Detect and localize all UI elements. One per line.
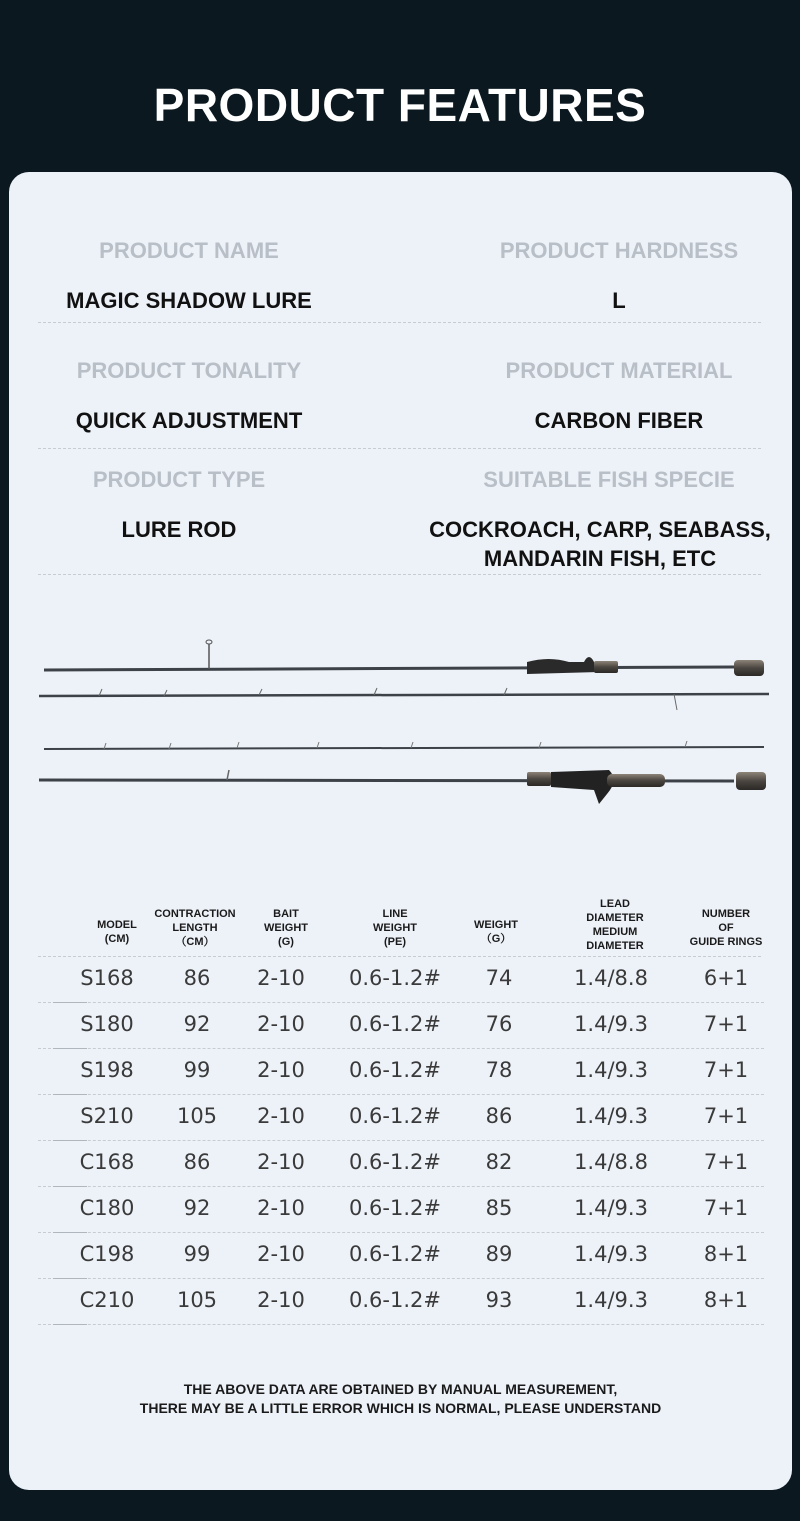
- table-cell: 93: [485, 1288, 513, 1312]
- table-row: [9, 1279, 792, 1325]
- fish-specie-value-line2: MANDARIN FISH, ETC: [483, 546, 717, 571]
- table-cell: 0.6-1.2#: [349, 1104, 441, 1128]
- table-cell: 2-10: [257, 1150, 305, 1174]
- product-name-label: PRODUCT NAME: [99, 238, 279, 263]
- product-tonality-label: PRODUCT TONALITY: [76, 358, 302, 383]
- table-cell: 2-10: [257, 1288, 305, 1312]
- table-row: [9, 1187, 792, 1233]
- table-row: [9, 1049, 792, 1095]
- table-cell: 7+1: [703, 1058, 749, 1082]
- table-cell: 1.4/9.3: [574, 1058, 648, 1082]
- divider: [38, 574, 761, 575]
- table-cell: 8+1: [703, 1288, 749, 1312]
- table-cell: 1.4/9.3: [574, 1012, 648, 1036]
- spec-table-header: [9, 892, 792, 957]
- table-cell: S198: [80, 1058, 134, 1082]
- header-weight: WEIGHT （G）: [474, 919, 518, 945]
- table-cell: 0.6-1.2#: [349, 1288, 441, 1312]
- divider: [38, 448, 761, 449]
- table-cell: 2-10: [257, 1242, 305, 1266]
- table-cell: 86: [485, 1104, 513, 1128]
- product-name-value: MAGIC SHADOW LURE: [66, 288, 312, 313]
- table-cell: 7+1: [703, 1104, 749, 1128]
- table-cell: 1.4/9.3: [574, 1288, 648, 1312]
- row-tick: [53, 1324, 87, 1325]
- table-cell: 8+1: [703, 1242, 749, 1266]
- table-cell: 92: [183, 1196, 211, 1220]
- table-cell: 1.4/9.3: [574, 1196, 648, 1220]
- table-cell: 0.6-1.2#: [349, 1058, 441, 1082]
- table-cell: 2-10: [257, 966, 305, 990]
- table-cell: 2-10: [257, 1104, 305, 1128]
- table-cell: 7+1: [703, 1012, 749, 1036]
- table-cell: 99: [183, 1058, 211, 1082]
- header-lead-diameter: LEAD DIAMETER MEDIUM DIAMETER: [586, 898, 644, 952]
- table-cell: 1.4/8.8: [574, 1150, 648, 1174]
- table-cell: 6+1: [703, 966, 749, 990]
- table-cell: 0.6-1.2#: [349, 1242, 441, 1266]
- product-material-value: CARBON FIBER: [534, 408, 704, 433]
- fish-specie-value-line1: COCKROACH, CARP, SEABASS,: [429, 517, 771, 542]
- product-hardness-value: L: [612, 288, 626, 313]
- page-title: PRODUCT FEATURES: [153, 79, 647, 131]
- header-line-weight: LINE WEIGHT (PE): [373, 908, 417, 948]
- header-model: MODEL (CM): [97, 919, 137, 945]
- header-contraction-length: CONTRACTION LENGTH （CM）: [154, 908, 236, 948]
- features-card: [9, 172, 792, 1490]
- table-cell: S180: [80, 1012, 134, 1036]
- table-row: [9, 1003, 792, 1049]
- table-cell: 1.4/8.8: [574, 966, 648, 990]
- product-type-label: PRODUCT TYPE: [92, 467, 266, 492]
- table-row: [9, 1095, 792, 1141]
- table-cell: 1.4/9.3: [574, 1242, 648, 1266]
- table-cell: 76: [485, 1012, 513, 1036]
- table-cell: 0.6-1.2#: [349, 966, 441, 990]
- measurement-note: THE ABOVE DATA ARE OBTAINED BY MANUAL MEASUREMENT, THERE MAY BE A LITTLE ERROR WHICH IS NORMAL, PLEASE UNDERSTAND: [139, 1381, 662, 1416]
- product-tonality-value: QUICK ADJUSTMENT: [75, 408, 303, 433]
- header-guide-rings: NUMBER OF GUIDE RINGS: [689, 908, 763, 948]
- table-cell: 89: [485, 1242, 513, 1266]
- table-cell: 2-10: [257, 1196, 305, 1220]
- table-cell: 82: [485, 1150, 513, 1174]
- table-row: [9, 1141, 792, 1187]
- table-cell: C168: [79, 1150, 135, 1174]
- table-cell: S210: [80, 1104, 134, 1128]
- table-cell: 7+1: [703, 1196, 749, 1220]
- table-cell: S168: [80, 966, 134, 990]
- fish-specie-label: SUITABLE FISH SPECIE: [483, 467, 735, 492]
- divider: [38, 322, 761, 323]
- table-cell: C180: [79, 1196, 135, 1220]
- table-cell: 78: [485, 1058, 513, 1082]
- table-cell: 99: [183, 1242, 211, 1266]
- table-cell: 7+1: [703, 1150, 749, 1174]
- table-cell: 74: [485, 966, 513, 990]
- table-cell: 105: [176, 1104, 218, 1128]
- table-cell: 2-10: [257, 1012, 305, 1036]
- header-bait-weight: BAIT WEIGHT (G): [264, 908, 308, 948]
- row-divider: [38, 1324, 764, 1325]
- table-cell: 2-10: [257, 1058, 305, 1082]
- table-cell: 86: [183, 966, 211, 990]
- table-cell: 1.4/9.3: [574, 1104, 648, 1128]
- table-cell: C210: [79, 1288, 135, 1312]
- table-row: [9, 957, 792, 1003]
- table-cell: 0.6-1.2#: [349, 1196, 441, 1220]
- table-cell: 105: [176, 1288, 218, 1312]
- table-cell: 85: [485, 1196, 513, 1220]
- table-row: [9, 1233, 792, 1279]
- product-type-value: LURE ROD: [121, 517, 237, 542]
- table-cell: 86: [183, 1150, 211, 1174]
- rod-illustration: [9, 622, 792, 822]
- table-cell: C198: [79, 1242, 135, 1266]
- table-cell: 0.6-1.2#: [349, 1012, 441, 1036]
- product-material-label: PRODUCT MATERIAL: [505, 358, 733, 383]
- table-cell: 92: [183, 1012, 211, 1036]
- product-hardness-label: PRODUCT HARDNESS: [499, 238, 739, 263]
- table-cell: 0.6-1.2#: [349, 1150, 441, 1174]
